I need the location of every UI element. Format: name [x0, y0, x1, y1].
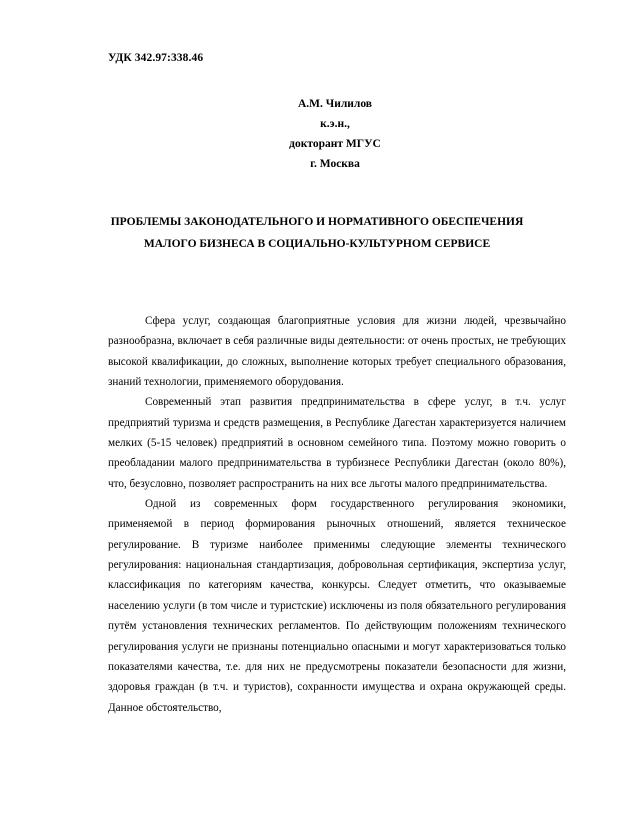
author-city: г. Москва	[310, 158, 360, 170]
paragraph: Одной из современных форм государственного регулирования экономики, применяемой в период формирования рыночных отношений, является техническое регулирование. В туризме наиболее применимы следующие элементы технического регулирования: национальная стандартизация, добровольная сертификация, экспертиза услуг, классификация по категориям качества, конкурсы. Следует отметить, что оказываемые населению услуги (в том числе и туристские) исключены из поля обязательного регулирования путём установления технических регламентов. По действующим положениям технического регулирования услуги не признаны потенциально опасными и могут характеризоваться только показателями качества, т.е. для них не предусмотрены показатели безопасности для жизни, здоровья граждан (в т.ч. и туристов), сохранности имущества и охрана окружающей среды. Данное обстоятельство,	[108, 498, 566, 714]
author-degree: к.э.н.,	[320, 118, 350, 130]
paper-title-line-2: МАЛОГО БИЗНЕСА В СОЦИАЛЬНО-КУЛЬТУРНОМ СЕРВИСЕ	[143, 238, 491, 250]
body-text	[108, 311, 566, 718]
author-name: А.М. Чилилов	[297, 98, 373, 110]
udc-code: УДК 342.97:338.46	[108, 52, 204, 64]
paragraph: Сфера услуг, создающая благоприятные условия для жизни людей, чрезвычайно разнообразна, включает в себя различные виды деятельности: от очень простых, не требующих высокой квалификации, до сложных, выполнение которых требует специального образования, знаний технологии, применяемого оборудования.	[108, 315, 566, 389]
paper-title-line-1: ПРОБЛЕМЫ ЗАКОНОДАТЕЛЬНОГО И НОРМАТИВНОГО ОБЕСПЕЧЕНИЯ	[110, 216, 524, 228]
author-position: докторант МГУС	[289, 138, 381, 150]
paragraph: Современный этап развития предпринимательства в сфере услуг, в т.ч. услуг предприятий туризма и средств размещения, в Республике Дагестан характеризуется наличием мелких (5-15 человек) предприятий в основном семейного типа. Поэтому можно говорить о преобладании малого предпринимательства в турбизнесе Республики Дагестан (около 80%), что, безусловно, позволяет распространить на них все льготы малого предпринимательства.	[108, 396, 566, 490]
